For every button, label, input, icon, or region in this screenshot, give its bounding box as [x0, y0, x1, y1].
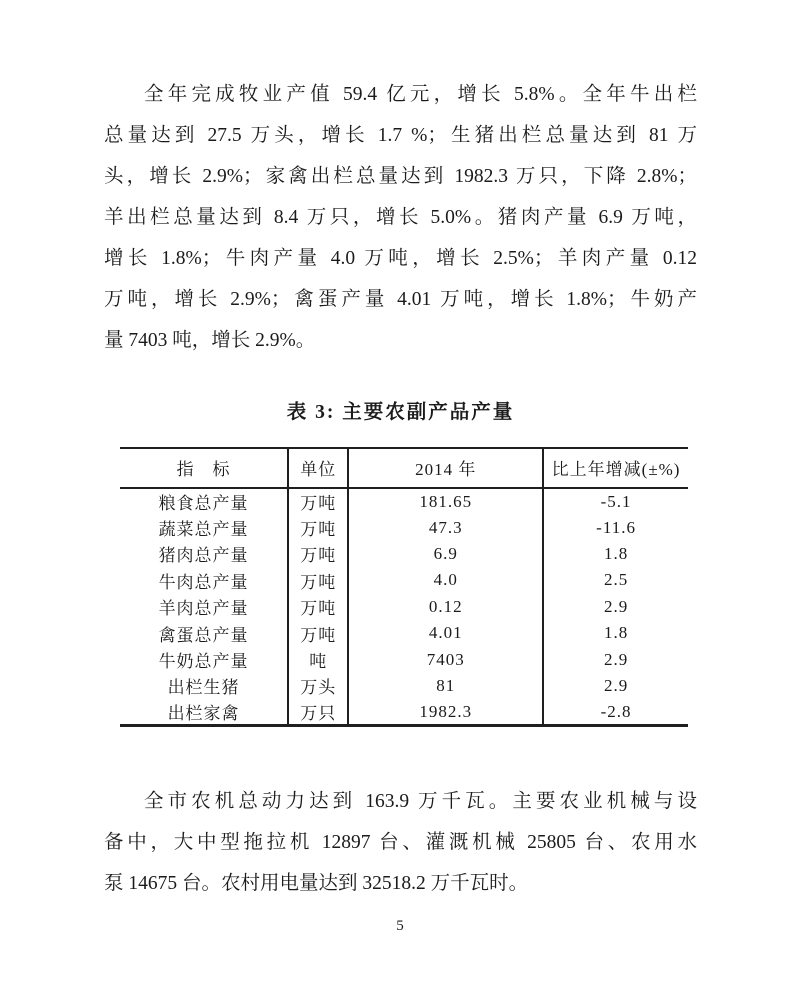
value-2014-cell: 47.3 — [348, 514, 543, 540]
livestock-paragraph-line: 羊出栏总量达到 8.4 万只，增长 5.0%。猪肉产量 6.9 万吨， — [104, 207, 697, 228]
table-row — [120, 567, 688, 593]
paragraph-livestock-output — [104, 74, 697, 361]
unit-cell: 万吨 — [288, 567, 348, 593]
table-title: 表 3: 主要农副产品产量 — [286, 402, 515, 423]
table-row — [120, 673, 688, 699]
table-row — [120, 620, 688, 646]
livestock-paragraph-line: 万吨，增长 2.9%；禽蛋产量 4.01 万吨，增长 1.8%；牛奶产 — [104, 289, 697, 310]
yoy-change-cell: 2.5 — [603, 570, 629, 590]
indicator-cell: 牛肉总产量 — [120, 567, 288, 593]
table-body — [120, 488, 688, 726]
machinery-paragraph-line: 泵 14675 台。农村用电量达到 32518.2 万千瓦时。 — [104, 873, 529, 894]
unit-cell: 万头 — [288, 673, 348, 699]
column-header-0: 指 标 — [120, 448, 288, 488]
indicator-cell: 猪肉总产量 — [120, 541, 288, 567]
unit-cell: 万吨 — [288, 594, 348, 620]
machinery-paragraph-line: 全市农机总动力达到 163.9 万千瓦。主要农业机械与设 — [143, 791, 697, 812]
value-2014-cell: 4.0 — [348, 567, 543, 593]
indicator-cell: 牛奶总产量 — [120, 646, 288, 672]
value-2014-cell: 181.65 — [348, 488, 543, 514]
table-row — [120, 646, 688, 672]
paragraph-farm-machinery — [104, 781, 697, 904]
machinery-paragraph-line: 备中，大中型拖拉机 12897 台、灌溉机械 25805 台、农用水 — [104, 832, 697, 853]
value-2014-cell: 1982.3 — [348, 699, 543, 726]
unit-cell: 万吨 — [288, 514, 348, 540]
indicator-cell: 蔬菜总产量 — [120, 514, 288, 540]
value-2014-cell: 6.9 — [348, 541, 543, 567]
table-row — [120, 488, 688, 514]
livestock-paragraph-line: 全年完成牧业产值 59.4 亿元，增长 5.8%。全年牛出栏 — [143, 84, 697, 105]
table-header-row — [120, 448, 688, 488]
yoy-change-cell: 1.8 — [603, 543, 629, 563]
column-header-2: 2014 年 — [348, 448, 543, 488]
page-number: 5 — [396, 918, 404, 934]
yoy-change-cell: -5.1 — [600, 491, 632, 511]
column-header-1: 单位 — [288, 448, 348, 488]
yoy-change-cell: -11.6 — [596, 517, 636, 537]
value-2014-cell: 0.12 — [348, 594, 543, 620]
indicator-cell: 出栏生猪 — [120, 673, 288, 699]
indicator-cell: 禽蛋总产量 — [120, 620, 288, 646]
value-2014-cell: 81 — [348, 673, 543, 699]
livestock-paragraph-line: 量 7403 吨，增长 2.9%。 — [104, 330, 316, 351]
unit-cell: 万吨 — [288, 488, 348, 514]
unit-cell: 万吨 — [288, 620, 348, 646]
value-2014-cell: 7403 — [348, 646, 543, 672]
livestock-paragraph-line: 总量达到 27.5 万头，增长 1.7 %；生猪出栏总量达到 81 万 — [104, 125, 697, 146]
value-2014-cell: 4.01 — [348, 620, 543, 646]
yoy-change-cell: -2.8 — [600, 701, 632, 721]
table-row — [120, 699, 688, 726]
table-header — [120, 448, 688, 488]
yoy-change-cell: 2.9 — [603, 675, 629, 695]
yoy-change-cell: 2.9 — [603, 649, 629, 669]
unit-cell: 万吨 — [288, 541, 348, 567]
indicator-cell: 羊肉总产量 — [120, 594, 288, 620]
indicator-cell: 粮食总产量 — [120, 488, 288, 514]
indicator-cell: 出栏家禽 — [120, 699, 288, 726]
table-row — [120, 541, 688, 567]
unit-cell: 万只 — [288, 699, 348, 726]
yoy-change-cell: 2.9 — [603, 596, 629, 616]
table-row — [120, 514, 688, 540]
table-main-agricultural-products — [120, 447, 688, 727]
table-row — [120, 594, 688, 620]
column-header-3: 比上年增减(±%) — [543, 448, 688, 488]
yoy-change-cell: 1.8 — [603, 623, 629, 643]
unit-cell: 吨 — [288, 646, 348, 672]
livestock-paragraph-line: 头，增长 2.9%；家禽出栏总量达到 1982.3 万只，下降 2.8%； — [104, 166, 697, 187]
livestock-paragraph-line: 增长 1.8%；牛肉产量 4.0 万吨，增长 2.5%；羊肉产量 0.12 — [104, 248, 697, 269]
